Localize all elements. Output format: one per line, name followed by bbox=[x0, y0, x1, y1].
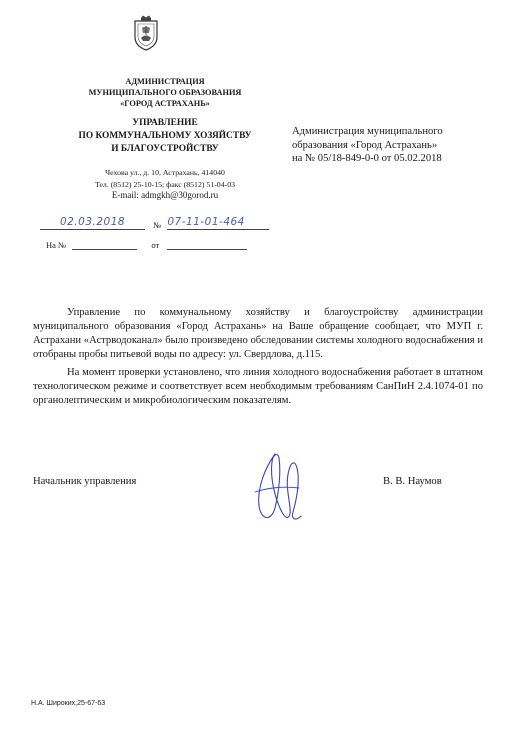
registration-number-label: № bbox=[153, 220, 162, 230]
registration-number-field bbox=[167, 216, 269, 230]
signer-name: В. В. Наумов bbox=[383, 476, 442, 487]
coat-of-arms-icon bbox=[132, 15, 160, 51]
handwritten-signature bbox=[245, 448, 307, 526]
registration-line bbox=[40, 216, 269, 230]
recipient-line: Администрация муниципального bbox=[292, 126, 443, 137]
letter-body bbox=[33, 306, 483, 412]
sender-phone: Тел. (8512) 25-10-15; факс (8512) 51-04-03 bbox=[95, 179, 235, 189]
sender-department bbox=[40, 117, 290, 156]
sender-dept-line: ПО КОММУНАЛЬНОМУ ХОЗЯЙСТВУ bbox=[78, 131, 252, 141]
reference-date-field bbox=[167, 236, 247, 250]
sender-dept-line: УПРАВЛЕНИЕ bbox=[132, 118, 198, 128]
sender-email: E-mail: admgkh@30gorod.ru bbox=[111, 190, 219, 200]
registration-date-field bbox=[40, 216, 145, 230]
reference-number-field bbox=[72, 236, 137, 250]
sender-org-line: АДМИНИСТРАЦИЯ bbox=[125, 77, 205, 86]
reference-date-label: от bbox=[151, 240, 160, 250]
registration-date: 02.03.2018 bbox=[59, 216, 126, 228]
sender-address: Чехова ул., д. 10, Астрахань, 414040 bbox=[105, 168, 225, 177]
sender-organization bbox=[40, 76, 290, 109]
sender-contacts bbox=[40, 167, 290, 202]
reference-number-label: На № bbox=[46, 240, 67, 250]
registration-number: 07-11-01-464 bbox=[167, 216, 245, 228]
body-paragraph: Управление по коммунальному хозяйству и благоустройству администрации муниципального образования «Город Астрахань» на Ваше обращение сообщает, что МУП г. Астрахани «Астрводоканал» было произведено обследовании системы холодного водоснабжения и отобраны пробы питьевой воды по адресу: ул. Свердлова, д.115. bbox=[33, 307, 483, 360]
recipient-line: на № 05/18-849-0-0 от 05.02.2018 bbox=[292, 153, 442, 164]
body-paragraph: На момент проверки установлено, что линия холодного водоснабжения работает в штатном технологическом режиме и соответствует всем необходимым требованиям СанПиН 2.4.1074-01 по органолептическим и микробиологическим показателям. bbox=[33, 367, 483, 406]
signer-role: Начальник управления bbox=[33, 476, 137, 487]
sender-org-line: МУНИЦИПАЛЬНОГО ОБРАЗОВАНИЯ bbox=[88, 88, 242, 97]
sender-dept-line: И БЛАГОУСТРОЙСТВУ bbox=[111, 144, 219, 154]
recipient-block bbox=[292, 125, 507, 166]
sender-org-line: «ГОРОД АСТРАХАНЬ» bbox=[120, 99, 210, 108]
executor-contact: Н.А. Широких,25-67-63 bbox=[31, 700, 106, 707]
reference-line bbox=[46, 236, 247, 250]
recipient-line: образования «Город Астрахань» bbox=[292, 139, 438, 151]
